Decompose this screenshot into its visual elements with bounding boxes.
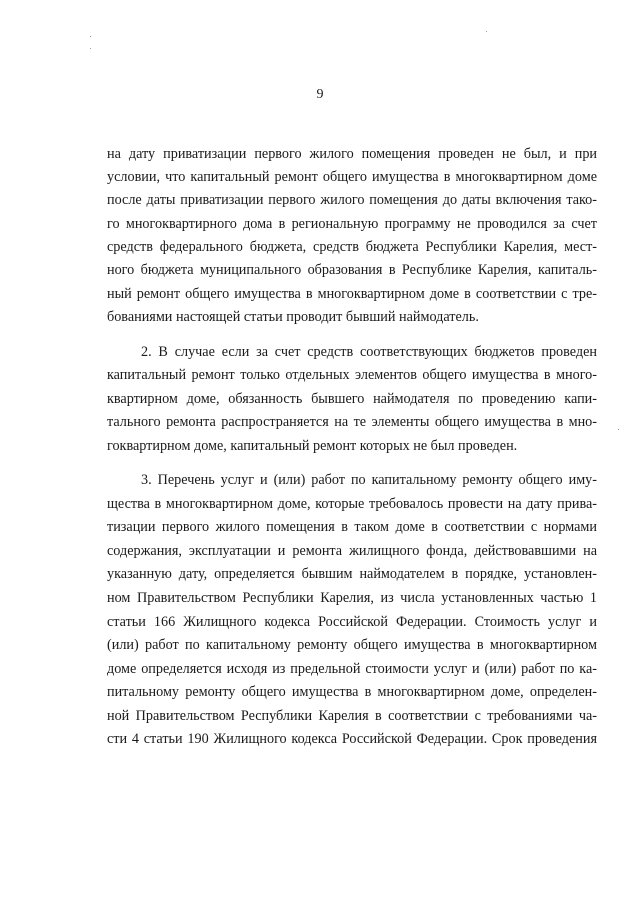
text-line: тального ремонта распространяется на те элементы общего имущества в мно- — [107, 414, 597, 430]
scan-speck — [90, 36, 91, 37]
text-line: содержания, эксплуатации и ремонта жилищного фонда, действовавшими на — [107, 543, 597, 559]
text-line: капитальный ремонт только отдельных элементов общего имущества в много- — [107, 367, 597, 383]
text-line: бованиями настоящей статьи проводит бывший наймодатель. — [107, 309, 479, 325]
text-line: щества в многоквартирном доме, которые требовалось провести на дату прива- — [107, 496, 597, 512]
text-line: на дату приватизации первого жилого помещения проведен не был, и при — [107, 146, 597, 162]
scan-speck — [618, 429, 619, 430]
scan-speck — [486, 31, 487, 32]
text-line: тизации первого жилого помещения в таком доме в соответствии с нормами — [107, 519, 597, 535]
page-number: 9 — [316, 87, 324, 102]
text-line: ного бюджета муниципального образования в Республике Карелия, капиталь- — [107, 262, 597, 278]
text-line: доме определяется исходя из предельной стоимости услуг и (или) работ по ка- — [107, 661, 597, 677]
text-line: сти 4 статьи 190 Жилищного кодекса Российской Федерации. Срок проведения — [107, 731, 597, 747]
text-line: (или) работ по капитальному ремонту общего имущества в многоквартирном — [107, 637, 597, 653]
text-line: ном Правительством Республики Карелия, из числа установленных частью 1 — [107, 590, 597, 606]
text-line: условии, что капитальный ремонт общего имущества в многоквартирном доме — [107, 169, 597, 185]
text-line: го многоквартирного дома в региональную программу не проводился за счет — [107, 216, 597, 232]
text-line: питальному ремонту общего имущества в многоквартирном доме, определен- — [107, 684, 597, 700]
text-line: указанную дату, определяется бывшим наймодателем в порядке, установлен- — [107, 566, 597, 582]
text-line: гоквартирном доме, капитальный ремонт которых не был проведен. — [107, 438, 518, 454]
text-line: квартирном доме, обязанность бывшего наймодателя по проведению капи- — [107, 391, 597, 407]
scan-speck — [90, 48, 91, 49]
text-line: ный ремонт общего имущества в многоквартирном доме в соответствии с тре- — [107, 286, 597, 302]
text-line: после даты приватизации первого жилого помещения до даты включения тако- — [107, 192, 597, 208]
text-line: средств федерального бюджета, средств бюджета Республики Карелия, мест- — [107, 239, 597, 255]
text-line: 2. В случае если за счет средств соответствующих бюджетов проведен — [141, 344, 597, 360]
text-line: 3. Перечень услуг и (или) работ по капитальному ремонту общего иму- — [141, 472, 597, 488]
text-line: статьи 166 Жилищного кодекса Российской Федерации. Стоимость услуг и — [107, 614, 597, 630]
text-line: ной Правительством Республики Карелия в соответствии с требованиями ча- — [107, 708, 597, 724]
